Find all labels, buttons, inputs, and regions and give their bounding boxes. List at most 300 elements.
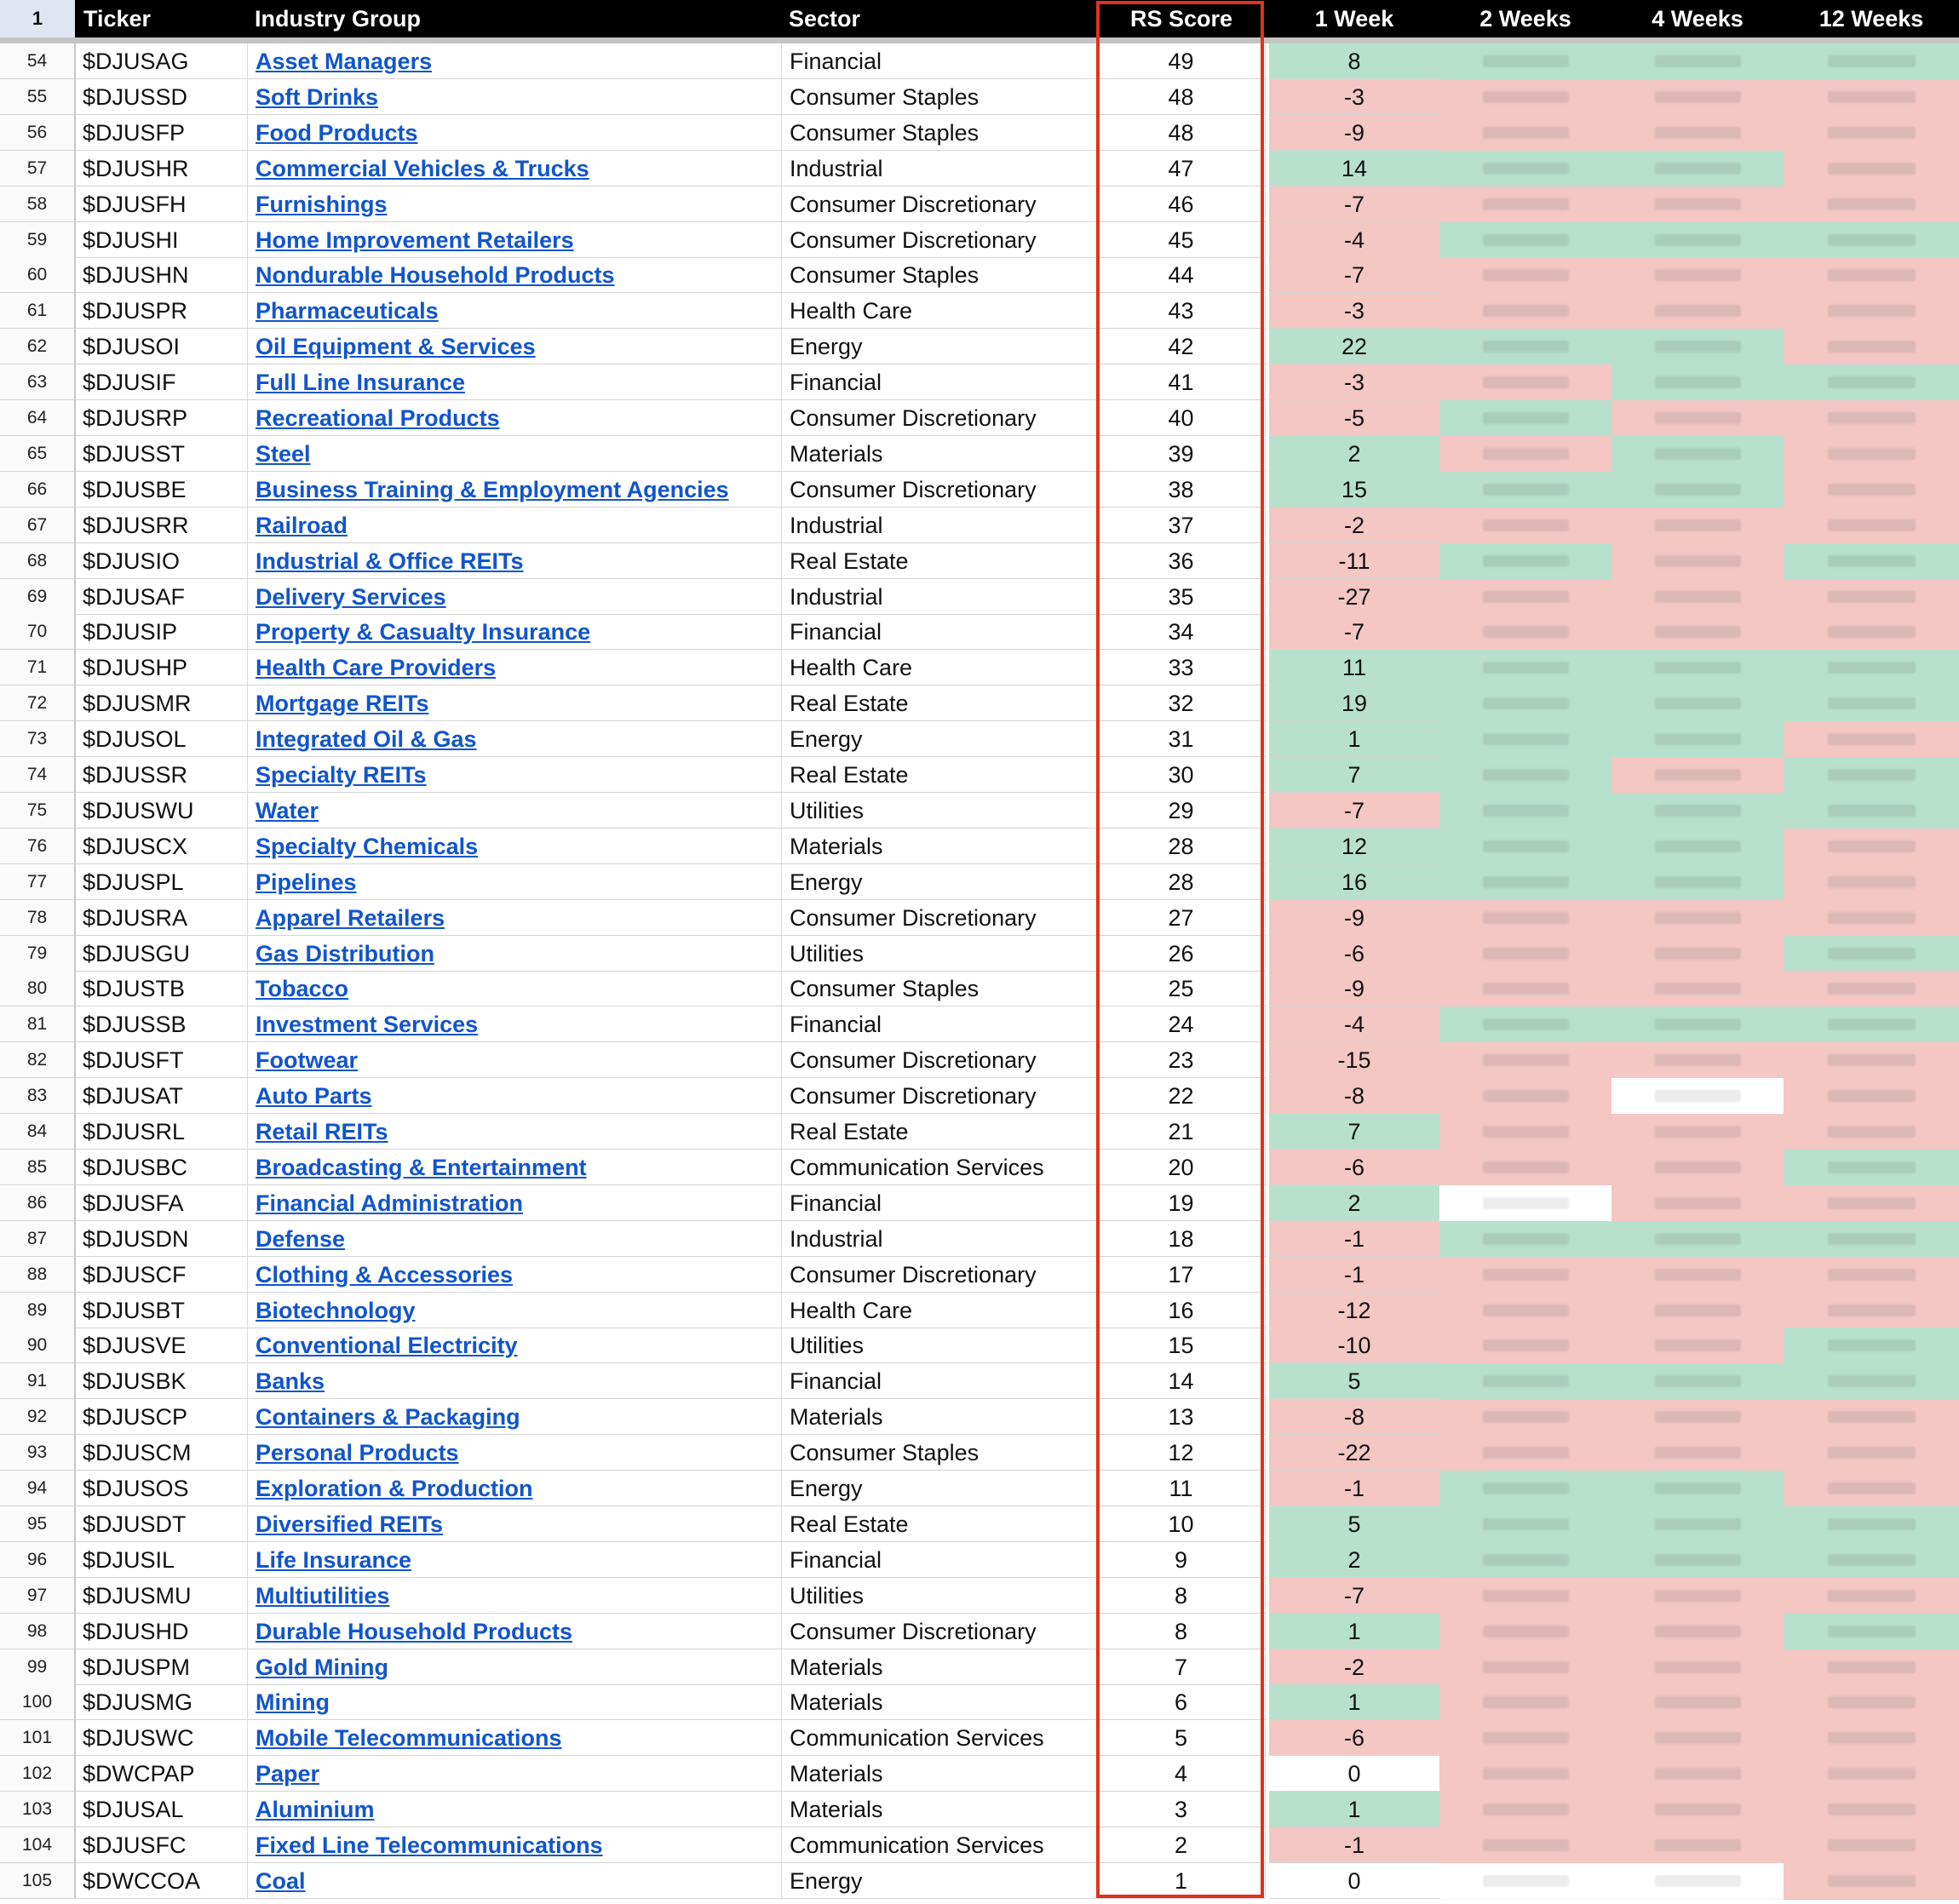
header-2-weeks[interactable]: 2 Weeks <box>1479 6 1571 32</box>
rs-score-cell[interactable]: 15 <box>1097 1328 1266 1363</box>
ticker-cell[interactable]: $DJUSBT <box>76 1293 248 1328</box>
sector-cell[interactable]: Communication Services <box>782 1720 1097 1756</box>
industry-group-link[interactable]: Railroad <box>256 512 348 538</box>
industry-group-cell[interactable] <box>248 1363 782 1399</box>
week-4-cell-blurred[interactable] <box>1611 685 1784 722</box>
industry-group-link[interactable]: Exploration & Production <box>256 1476 533 1501</box>
week-2-cell-blurred[interactable] <box>1439 508 1611 544</box>
week-1-cell[interactable]: -2 <box>1269 508 1439 543</box>
week-1-cell[interactable]: 0 <box>1269 1756 1439 1792</box>
industry-group-cell[interactable] <box>248 829 782 864</box>
rs-score-cell[interactable]: 30 <box>1097 757 1266 793</box>
sector-cell[interactable]: Energy <box>782 864 1097 900</box>
industry-group-link[interactable]: Defense <box>256 1225 346 1252</box>
ticker-cell[interactable]: $DJUSAT <box>76 1078 248 1114</box>
industry-group-cell[interactable] <box>248 79 782 115</box>
row-number[interactable]: 67 <box>0 508 76 543</box>
week-2-cell-blurred[interactable] <box>1439 1649 1611 1686</box>
ticker-cell[interactable]: $DJUSPM <box>76 1649 248 1685</box>
ticker-cell[interactable]: $DJUSCF <box>76 1257 248 1293</box>
ticker-cell[interactable]: $DJUSAL <box>76 1792 248 1827</box>
industry-group-cell[interactable] <box>248 115 782 151</box>
week-2-cell-blurred[interactable] <box>1439 400 1611 437</box>
week-1-cell[interactable]: -3 <box>1269 79 1439 115</box>
ticker-cell[interactable]: $DJUSFH <box>76 186 248 222</box>
industry-group-cell[interactable] <box>248 900 782 936</box>
row-number[interactable]: 100 <box>0 1684 76 1720</box>
week-12-cell-blurred[interactable] <box>1784 186 1959 223</box>
rs-score-cell[interactable]: 22 <box>1097 1078 1266 1114</box>
sector-cell[interactable]: Consumer Staples <box>782 971 1097 1006</box>
week-4-cell-blurred[interactable] <box>1611 1756 1784 1792</box>
ticker-cell[interactable]: $DJUSPL <box>76 864 248 900</box>
week-4-cell-blurred[interactable] <box>1611 864 1784 901</box>
rs-score-cell[interactable]: 45 <box>1097 222 1266 258</box>
sector-cell[interactable]: Consumer Discretionary <box>782 900 1097 936</box>
ticker-cell[interactable]: $DJUSAF <box>76 579 248 615</box>
week-2-cell-blurred[interactable] <box>1439 829 1611 865</box>
sector-cell[interactable]: Materials <box>782 829 1097 864</box>
industry-group-cell[interactable] <box>248 222 782 258</box>
industry-group-link[interactable]: Property & Casualty Insurance <box>256 619 591 645</box>
week-2-cell-blurred[interactable] <box>1439 1792 1611 1828</box>
week-2-cell-blurred[interactable] <box>1439 1293 1611 1329</box>
industry-group-link[interactable]: Business Training & Employment Agencies <box>256 476 729 502</box>
industry-group-cell[interactable] <box>248 293 782 329</box>
week-12-cell-blurred[interactable] <box>1784 329 1959 365</box>
rs-score-cell[interactable]: 33 <box>1097 650 1266 685</box>
week-1-cell[interactable]: 22 <box>1269 329 1439 364</box>
industry-group-link[interactable]: Delivery Services <box>256 583 446 610</box>
week-12-cell-blurred[interactable] <box>1784 400 1959 437</box>
industry-group-link[interactable]: Commercial Vehicles & Trucks <box>256 155 589 181</box>
industry-group-cell[interactable] <box>248 1435 782 1471</box>
industry-group-link[interactable]: Auto Parts <box>256 1083 372 1110</box>
week-1-cell[interactable]: 7 <box>1269 1114 1439 1150</box>
week-2-cell-blurred[interactable] <box>1439 900 1611 937</box>
ticker-cell[interactable]: $DJUSRL <box>76 1114 248 1150</box>
industry-group-cell[interactable] <box>248 329 782 364</box>
industry-group-link[interactable]: Conventional Electricity <box>256 1333 518 1359</box>
week-1-cell[interactable]: 5 <box>1269 1506 1439 1542</box>
industry-group-cell[interactable] <box>248 757 782 793</box>
industry-group-cell[interactable] <box>248 971 782 1006</box>
rs-score-cell[interactable]: 14 <box>1097 1363 1266 1399</box>
industry-group-cell[interactable] <box>248 1399 782 1435</box>
week-12-cell-blurred[interactable] <box>1784 1863 1959 1900</box>
industry-group-link[interactable]: Pharmaceuticals <box>256 298 439 324</box>
week-2-cell-blurred[interactable] <box>1439 1221 1611 1258</box>
week-12-cell-blurred[interactable] <box>1784 115 1959 152</box>
rs-score-cell[interactable]: 38 <box>1097 472 1266 508</box>
week-4-cell-blurred[interactable] <box>1611 293 1784 330</box>
week-12-cell-blurred[interactable] <box>1784 757 1959 794</box>
week-12-cell-blurred[interactable] <box>1784 151 1959 187</box>
row-number[interactable]: 101 <box>0 1720 76 1756</box>
ticker-cell[interactable]: $DJUSIF <box>76 364 248 400</box>
sector-cell[interactable]: Health Care <box>782 1293 1097 1328</box>
week-1-cell[interactable]: 15 <box>1269 472 1439 508</box>
rs-score-cell[interactable]: 8 <box>1097 1614 1266 1649</box>
week-2-cell-blurred[interactable] <box>1439 757 1611 794</box>
week-2-cell-blurred[interactable] <box>1439 186 1611 223</box>
industry-group-link[interactable]: Tobacco <box>256 976 349 1002</box>
week-12-cell-blurred[interactable] <box>1784 79 1959 116</box>
row-number[interactable]: 57 <box>0 151 76 186</box>
ticker-cell[interactable]: $DJUSHI <box>76 222 248 258</box>
rs-score-cell[interactable]: 27 <box>1097 900 1266 936</box>
week-4-cell-blurred[interactable] <box>1611 1293 1784 1329</box>
row-number[interactable]: 73 <box>0 721 76 757</box>
ticker-cell[interactable]: $DJUSCX <box>76 829 248 864</box>
week-1-cell[interactable]: 2 <box>1269 1542 1439 1578</box>
sector-cell[interactable]: Financial <box>782 43 1097 79</box>
row-number[interactable]: 76 <box>0 829 76 864</box>
week-2-cell-blurred[interactable] <box>1439 1578 1611 1614</box>
industry-group-link[interactable]: Durable Household Products <box>256 1618 573 1644</box>
ticker-cell[interactable]: $DJUSST <box>76 436 248 472</box>
rs-score-cell[interactable]: 7 <box>1097 1649 1266 1685</box>
week-1-cell[interactable]: -6 <box>1269 1720 1439 1756</box>
row-number[interactable]: 93 <box>0 1435 76 1471</box>
week-1-cell[interactable]: 1 <box>1269 1792 1439 1827</box>
week-12-cell-blurred[interactable] <box>1784 1399 1959 1436</box>
industry-group-cell[interactable] <box>248 472 782 508</box>
week-2-cell-blurred[interactable] <box>1439 1399 1611 1436</box>
sector-cell[interactable]: Materials <box>782 1399 1097 1435</box>
week-4-cell-blurred[interactable] <box>1611 829 1784 865</box>
week-12-cell-blurred[interactable] <box>1784 721 1959 758</box>
sector-cell[interactable]: Financial <box>782 614 1097 650</box>
industry-group-link[interactable]: Apparel Retailers <box>256 904 445 931</box>
sector-cell[interactable]: Health Care <box>782 293 1097 329</box>
week-4-cell-blurred[interactable] <box>1611 1328 1784 1364</box>
week-4-cell-blurred[interactable] <box>1611 1542 1784 1579</box>
ticker-cell[interactable]: $DWCCOA <box>76 1863 248 1899</box>
row-number[interactable]: 95 <box>0 1506 76 1542</box>
week-4-cell-blurred[interactable] <box>1611 1684 1784 1721</box>
sector-cell[interactable]: Consumer Discretionary <box>782 1257 1097 1293</box>
header-rs-score[interactable]: RS Score <box>1129 6 1233 32</box>
row-number[interactable]: 66 <box>0 472 76 508</box>
week-4-cell-blurred[interactable] <box>1611 757 1784 794</box>
rs-score-cell[interactable]: 41 <box>1097 364 1266 400</box>
rs-score-cell[interactable]: 17 <box>1097 1257 1266 1293</box>
week-1-cell[interactable]: -11 <box>1269 543 1439 579</box>
industry-group-link[interactable]: Steel <box>256 440 311 467</box>
week-1-cell[interactable]: -5 <box>1269 400 1439 436</box>
row-number[interactable]: 75 <box>0 793 76 829</box>
industry-group-cell[interactable] <box>248 1328 782 1363</box>
week-2-cell-blurred[interactable] <box>1439 1506 1611 1543</box>
rs-score-cell[interactable]: 28 <box>1097 864 1266 900</box>
ticker-cell[interactable]: $DJUSHD <box>76 1614 248 1649</box>
rs-score-cell[interactable]: 34 <box>1097 614 1266 650</box>
ticker-cell[interactable]: $DJUSFT <box>76 1042 248 1078</box>
rs-score-cell[interactable]: 40 <box>1097 400 1266 436</box>
rs-score-cell[interactable]: 6 <box>1097 1684 1266 1720</box>
week-2-cell-blurred[interactable] <box>1439 257 1611 294</box>
week-2-cell-blurred[interactable] <box>1439 1185 1611 1222</box>
industry-group-cell[interactable] <box>248 364 782 400</box>
row-number[interactable]: 89 <box>0 1293 76 1328</box>
week-1-cell[interactable]: -7 <box>1269 1578 1439 1614</box>
rs-score-cell[interactable]: 37 <box>1097 508 1266 543</box>
week-12-cell-blurred[interactable] <box>1784 936 1959 972</box>
rs-score-cell[interactable]: 13 <box>1097 1399 1266 1435</box>
ticker-cell[interactable]: $DJUSMU <box>76 1578 248 1614</box>
rs-score-cell[interactable]: 35 <box>1097 579 1266 615</box>
week-2-cell-blurred[interactable] <box>1439 79 1611 116</box>
ticker-cell[interactable]: $DJUSFC <box>76 1827 248 1863</box>
week-12-cell-blurred[interactable] <box>1784 650 1959 686</box>
week-1-cell[interactable]: -3 <box>1269 364 1439 400</box>
week-2-cell-blurred[interactable] <box>1439 650 1611 686</box>
industry-group-link[interactable]: Soft Drinks <box>256 83 379 110</box>
week-12-cell-blurred[interactable] <box>1784 1328 1959 1364</box>
row-number[interactable]: 82 <box>0 1042 76 1078</box>
week-12-cell-blurred[interactable] <box>1784 508 1959 544</box>
week-12-cell-blurred[interactable] <box>1784 1578 1959 1614</box>
rs-score-cell[interactable]: 1 <box>1097 1863 1266 1899</box>
sector-cell[interactable]: Financial <box>782 1185 1097 1221</box>
week-12-cell-blurred[interactable] <box>1784 1684 1959 1721</box>
ticker-cell[interactable]: $DJUSRR <box>76 508 248 543</box>
sector-cell[interactable]: Consumer Staples <box>782 1435 1097 1471</box>
week-1-cell[interactable]: 12 <box>1269 829 1439 864</box>
industry-group-link[interactable]: Life Insurance <box>256 1546 412 1573</box>
ticker-cell[interactable]: $DJUSDN <box>76 1221 248 1257</box>
industry-group-cell[interactable] <box>248 508 782 543</box>
row-number[interactable]: 98 <box>0 1614 76 1649</box>
rs-score-cell[interactable]: 47 <box>1097 151 1266 186</box>
week-12-cell-blurred[interactable] <box>1784 1363 1959 1400</box>
sector-cell[interactable]: Utilities <box>782 1328 1097 1363</box>
week-1-cell[interactable]: -8 <box>1269 1078 1439 1114</box>
industry-group-link[interactable]: Full Line Insurance <box>256 370 466 396</box>
industry-group-cell[interactable] <box>248 43 782 79</box>
row-number[interactable]: 74 <box>0 757 76 793</box>
row-number[interactable]: 87 <box>0 1221 76 1257</box>
ticker-cell[interactable]: $DJUSFP <box>76 115 248 151</box>
industry-group-cell[interactable] <box>248 1042 782 1078</box>
week-4-cell-blurred[interactable] <box>1611 1042 1784 1079</box>
industry-group-link[interactable]: Multiutilities <box>256 1582 390 1609</box>
week-4-cell-blurred[interactable] <box>1611 79 1784 116</box>
industry-group-link[interactable]: Personal Products <box>256 1440 459 1466</box>
week-12-cell-blurred[interactable] <box>1784 1471 1959 1507</box>
week-2-cell-blurred[interactable] <box>1439 43 1611 80</box>
row-number[interactable]: 97 <box>0 1578 76 1614</box>
industry-group-cell[interactable] <box>248 650 782 685</box>
sector-cell[interactable]: Consumer Discretionary <box>782 400 1097 436</box>
week-4-cell-blurred[interactable] <box>1611 1185 1784 1222</box>
row-number[interactable]: 88 <box>0 1257 76 1293</box>
industry-group-link[interactable]: Footwear <box>256 1047 359 1074</box>
week-4-cell-blurred[interactable] <box>1611 1827 1784 1864</box>
industry-group-cell[interactable] <box>248 257 782 293</box>
header-ticker[interactable]: Ticker <box>83 6 152 32</box>
week-1-cell[interactable]: 1 <box>1269 1684 1439 1720</box>
week-4-cell-blurred[interactable] <box>1611 1435 1784 1471</box>
rs-score-cell[interactable]: 21 <box>1097 1114 1266 1150</box>
industry-group-link[interactable]: Health Care Providers <box>256 655 497 681</box>
sector-cell[interactable]: Communication Services <box>782 1827 1097 1863</box>
sector-cell[interactable]: Consumer Discretionary <box>782 222 1097 258</box>
week-2-cell-blurred[interactable] <box>1439 1257 1611 1293</box>
week-2-cell-blurred[interactable] <box>1439 222 1611 259</box>
row-number[interactable]: 61 <box>0 293 76 329</box>
industry-group-link[interactable]: Furnishings <box>256 191 388 217</box>
week-2-cell-blurred[interactable] <box>1439 1471 1611 1507</box>
sector-cell[interactable]: Financial <box>782 1006 1097 1042</box>
week-1-cell[interactable]: -15 <box>1269 1042 1439 1078</box>
week-2-cell-blurred[interactable] <box>1439 864 1611 901</box>
week-12-cell-blurred[interactable] <box>1784 1649 1959 1686</box>
industry-group-cell[interactable] <box>248 1756 782 1792</box>
industry-group-cell[interactable] <box>248 436 782 472</box>
week-12-cell-blurred[interactable] <box>1784 1614 1959 1650</box>
week-1-cell[interactable]: -7 <box>1269 614 1439 650</box>
industry-group-cell[interactable] <box>248 1185 782 1221</box>
week-12-cell-blurred[interactable] <box>1784 1150 1959 1186</box>
week-12-cell-blurred[interactable] <box>1784 1720 1959 1757</box>
week-2-cell-blurred[interactable] <box>1439 793 1611 829</box>
row-number[interactable]: 84 <box>0 1114 76 1150</box>
week-4-cell-blurred[interactable] <box>1611 721 1784 758</box>
week-1-cell[interactable]: -12 <box>1269 1293 1439 1328</box>
week-1-cell[interactable]: -6 <box>1269 1150 1439 1185</box>
row-number[interactable]: 90 <box>0 1328 76 1363</box>
week-1-cell[interactable]: -7 <box>1269 257 1439 293</box>
header-1-week[interactable]: 1 Week <box>1314 6 1394 32</box>
row-number[interactable]: 102 <box>0 1756 76 1792</box>
week-1-cell[interactable]: 1 <box>1269 1614 1439 1649</box>
ticker-cell[interactable]: $DJUSSR <box>76 757 248 793</box>
row-number[interactable]: 62 <box>0 329 76 364</box>
week-2-cell-blurred[interactable] <box>1439 1542 1611 1579</box>
week-2-cell-blurred[interactable] <box>1439 472 1611 508</box>
sector-cell[interactable]: Industrial <box>782 1221 1097 1257</box>
rs-score-cell[interactable]: 9 <box>1097 1542 1266 1578</box>
week-2-cell-blurred[interactable] <box>1439 1114 1611 1150</box>
industry-group-cell[interactable] <box>248 151 782 186</box>
week-4-cell-blurred[interactable] <box>1611 1720 1784 1757</box>
industry-group-link[interactable]: Specialty REITs <box>256 762 427 788</box>
industry-group-cell[interactable] <box>248 1150 782 1185</box>
row-number[interactable]: 86 <box>0 1185 76 1221</box>
week-12-cell-blurred[interactable] <box>1784 900 1959 937</box>
week-12-cell-blurred[interactable] <box>1784 222 1959 259</box>
industry-group-cell[interactable] <box>248 1684 782 1720</box>
week-12-cell-blurred[interactable] <box>1784 1078 1959 1115</box>
week-4-cell-blurred[interactable] <box>1611 1792 1784 1828</box>
ticker-cell[interactable]: $DWCPAP <box>76 1756 248 1792</box>
row-number[interactable]: 60 <box>0 257 76 293</box>
week-4-cell-blurred[interactable] <box>1611 1078 1784 1115</box>
week-1-cell[interactable]: -4 <box>1269 222 1439 258</box>
rs-score-cell[interactable]: 46 <box>1097 186 1266 222</box>
week-4-cell-blurred[interactable] <box>1611 115 1784 152</box>
week-4-cell-blurred[interactable] <box>1611 1578 1784 1614</box>
sector-cell[interactable]: Consumer Discretionary <box>782 1042 1097 1078</box>
row-number[interactable]: 80 <box>0 971 76 1006</box>
week-4-cell-blurred[interactable] <box>1611 329 1784 365</box>
industry-group-link[interactable]: Food Products <box>256 119 418 146</box>
week-4-cell-blurred[interactable] <box>1611 793 1784 829</box>
week-2-cell-blurred[interactable] <box>1439 115 1611 152</box>
row-number[interactable]: 92 <box>0 1399 76 1435</box>
sector-cell[interactable]: Real Estate <box>782 1506 1097 1542</box>
week-2-cell-blurred[interactable] <box>1439 1684 1611 1721</box>
week-2-cell-blurred[interactable] <box>1439 1756 1611 1792</box>
week-12-cell-blurred[interactable] <box>1784 1756 1959 1792</box>
sector-cell[interactable]: Communication Services <box>782 1150 1097 1185</box>
week-4-cell-blurred[interactable] <box>1611 1471 1784 1507</box>
sector-cell[interactable]: Energy <box>782 721 1097 757</box>
week-4-cell-blurred[interactable] <box>1611 936 1784 972</box>
industry-group-cell[interactable] <box>248 186 782 222</box>
week-4-cell-blurred[interactable] <box>1611 400 1784 437</box>
week-1-cell[interactable]: -9 <box>1269 900 1439 936</box>
industry-group-cell[interactable] <box>248 1542 782 1578</box>
sector-cell[interactable]: Consumer Discretionary <box>782 1614 1097 1649</box>
sector-cell[interactable]: Financial <box>782 1542 1097 1578</box>
week-1-cell[interactable]: 1 <box>1269 721 1439 757</box>
industry-group-cell[interactable] <box>248 936 782 972</box>
industry-group-cell[interactable] <box>248 1257 782 1293</box>
week-1-cell[interactable]: 5 <box>1269 1363 1439 1399</box>
rs-score-cell[interactable]: 48 <box>1097 79 1266 115</box>
week-1-cell[interactable]: 7 <box>1269 757 1439 793</box>
rs-score-cell[interactable]: 49 <box>1097 43 1266 79</box>
week-1-cell[interactable]: 19 <box>1269 685 1439 721</box>
week-2-cell-blurred[interactable] <box>1439 1006 1611 1043</box>
sector-cell[interactable]: Energy <box>782 1863 1097 1899</box>
week-1-cell[interactable]: -7 <box>1269 793 1439 829</box>
sector-cell[interactable]: Materials <box>782 1792 1097 1827</box>
week-12-cell-blurred[interactable] <box>1784 1257 1959 1293</box>
ticker-cell[interactable]: $DJUSFA <box>76 1185 248 1221</box>
week-12-cell-blurred[interactable] <box>1784 293 1959 330</box>
week-1-cell[interactable]: -8 <box>1269 1399 1439 1435</box>
rs-score-cell[interactable]: 2 <box>1097 1827 1266 1863</box>
industry-group-link[interactable]: Recreational Products <box>256 405 500 431</box>
week-4-cell-blurred[interactable] <box>1611 543 1784 580</box>
rs-score-cell[interactable]: 3 <box>1097 1792 1266 1827</box>
row-number[interactable]: 77 <box>0 864 76 900</box>
rs-score-cell[interactable]: 12 <box>1097 1435 1266 1471</box>
industry-group-link[interactable]: Fixed Line Telecommunications <box>256 1832 603 1858</box>
week-12-cell-blurred[interactable] <box>1784 793 1959 829</box>
week-12-cell-blurred[interactable] <box>1784 1827 1959 1864</box>
rs-score-cell[interactable]: 42 <box>1097 329 1266 364</box>
sector-cell[interactable]: Materials <box>782 1649 1097 1685</box>
week-2-cell-blurred[interactable] <box>1439 614 1611 651</box>
week-4-cell-blurred[interactable] <box>1611 650 1784 686</box>
week-1-cell[interactable]: -2 <box>1269 1649 1439 1685</box>
week-1-cell[interactable]: 2 <box>1269 436 1439 472</box>
week-2-cell-blurred[interactable] <box>1439 1614 1611 1650</box>
week-2-cell-blurred[interactable] <box>1439 329 1611 365</box>
row-number[interactable]: 104 <box>0 1827 76 1863</box>
ticker-cell[interactable]: $DJUSPR <box>76 293 248 329</box>
week-12-cell-blurred[interactable] <box>1784 1114 1959 1150</box>
week-2-cell-blurred[interactable] <box>1439 364 1611 401</box>
week-2-cell-blurred[interactable] <box>1439 1328 1611 1364</box>
rs-score-cell[interactable]: 11 <box>1097 1471 1266 1506</box>
week-2-cell-blurred[interactable] <box>1439 543 1611 580</box>
